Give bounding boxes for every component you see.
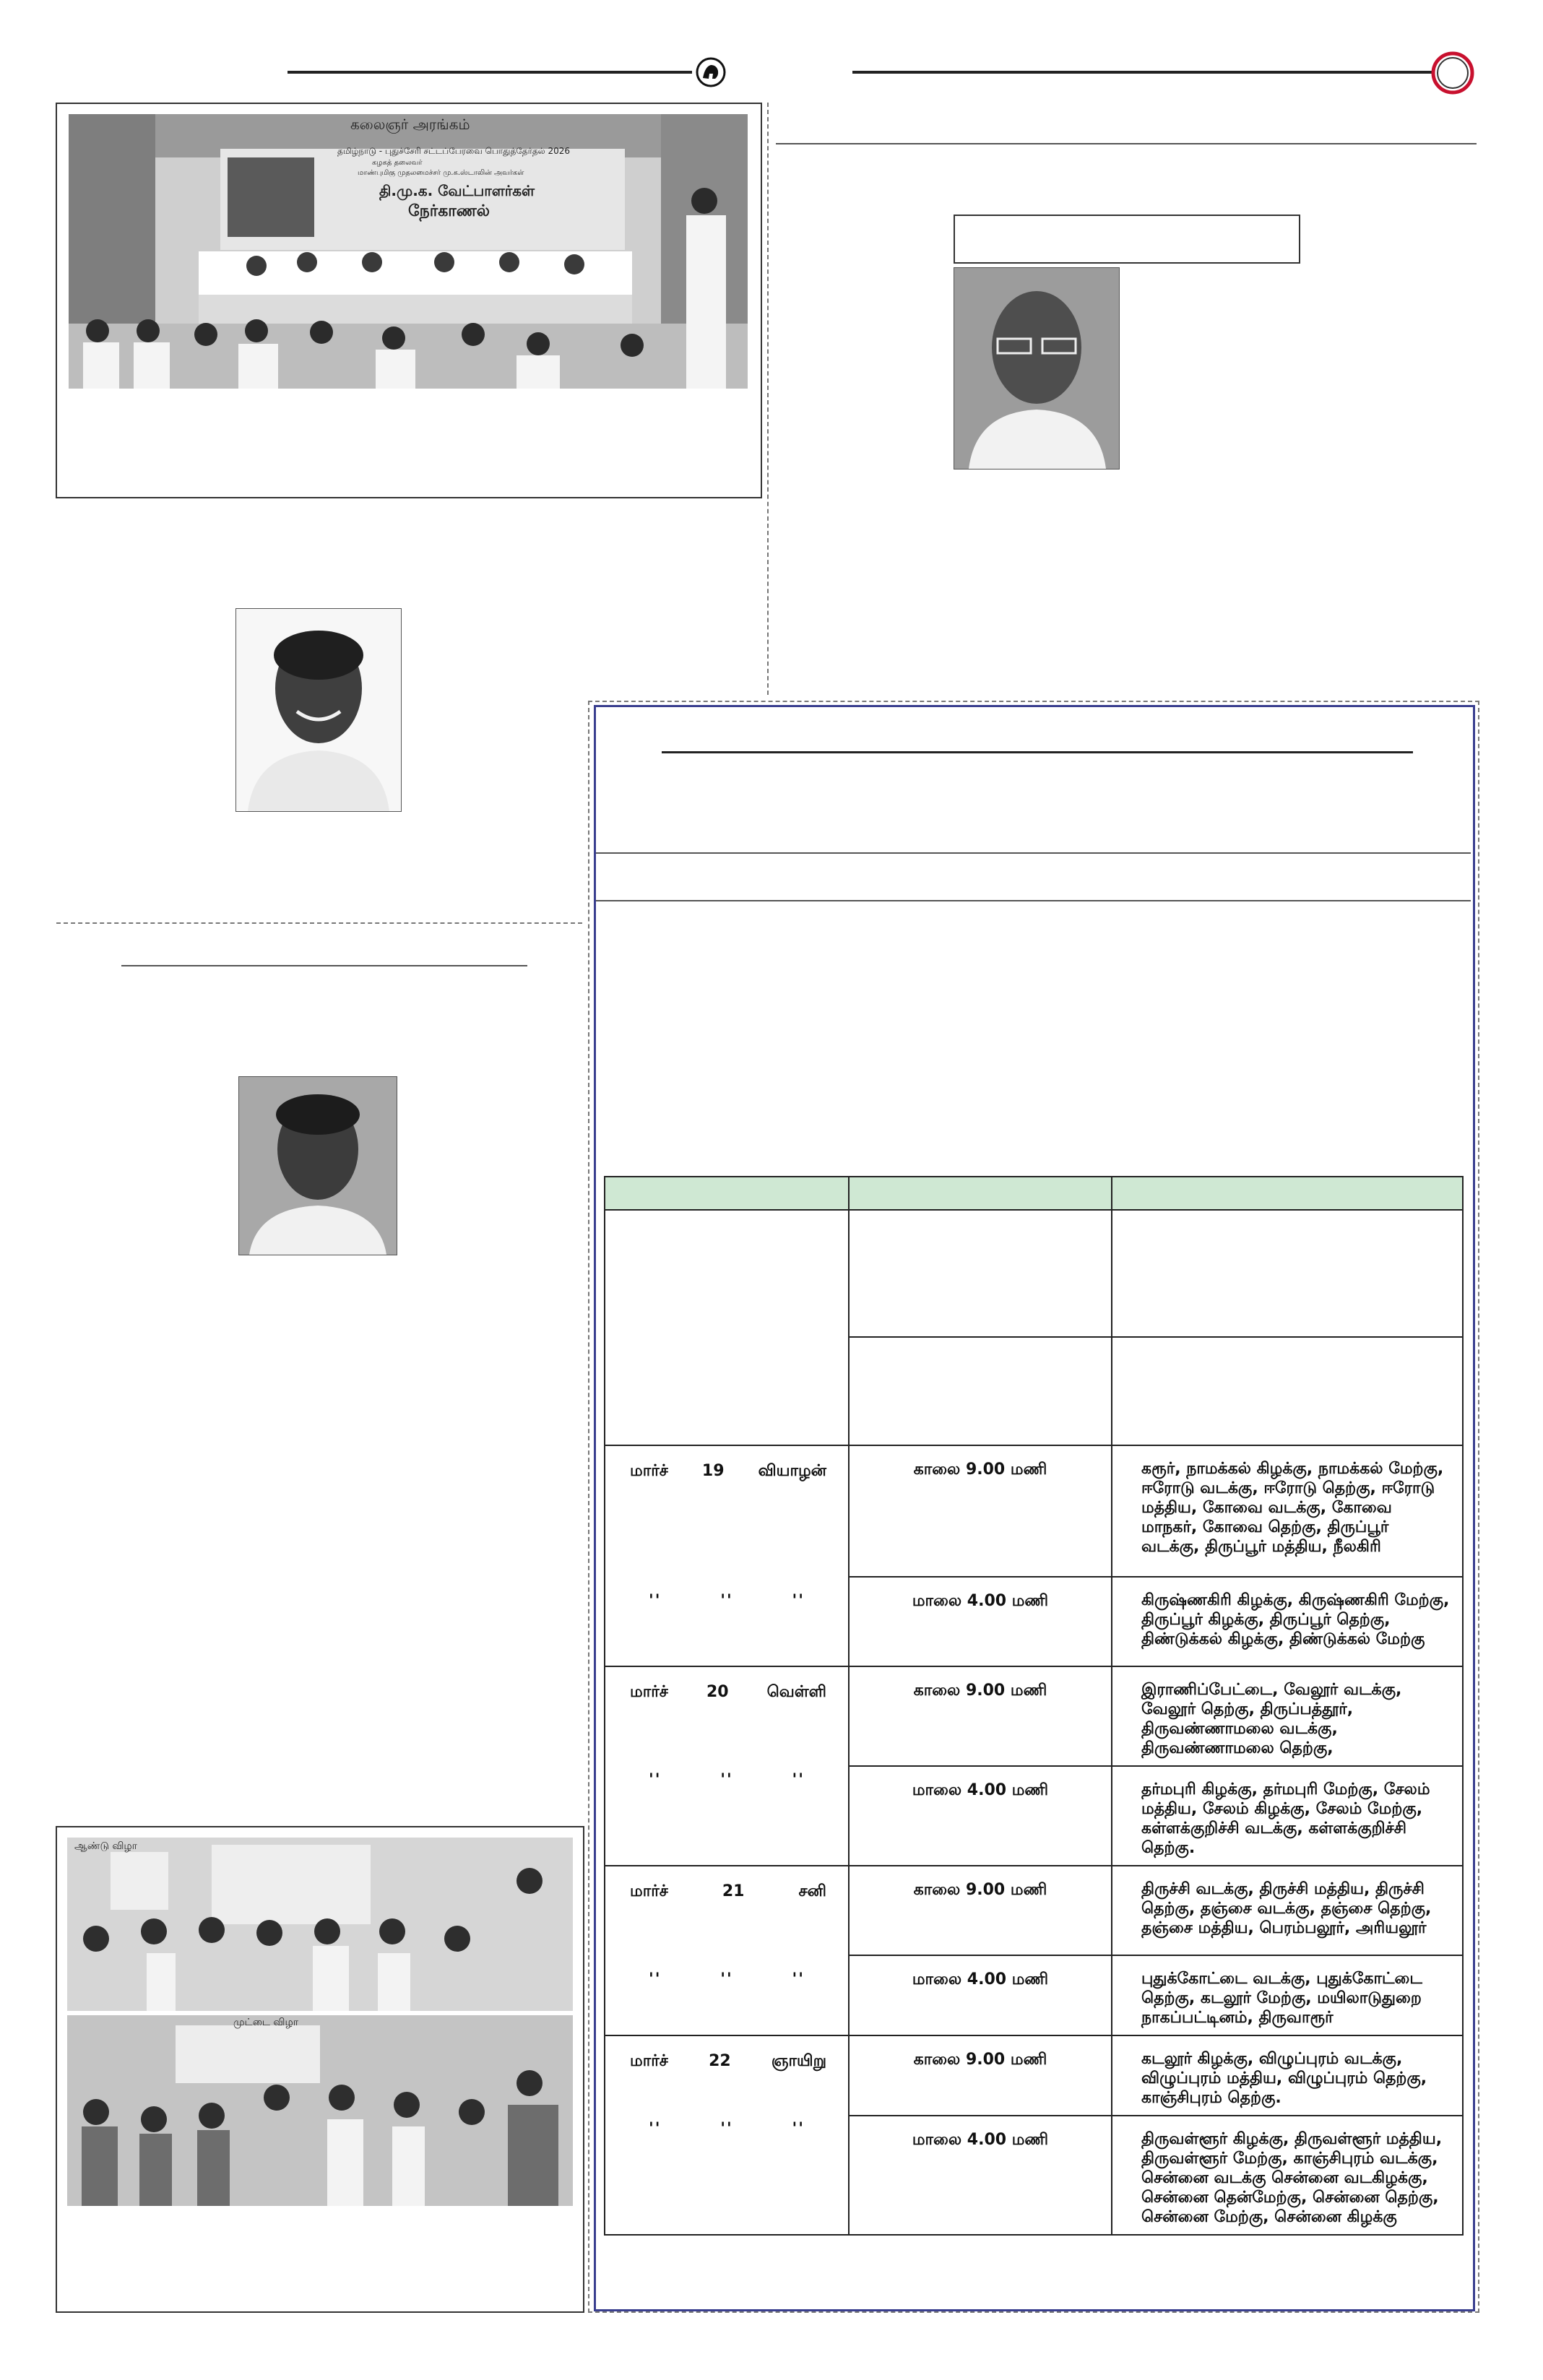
interview-event-photo — [69, 114, 748, 389]
table-row — [605, 1666, 1463, 1766]
month-label: மார்ச் — [630, 2052, 668, 2070]
banner-title-2: நேர்காணல் — [408, 202, 490, 220]
ditto-mark: '' — [792, 1771, 805, 1789]
ditto-mark: '' — [649, 2120, 662, 2138]
ditto-mark: '' — [649, 1771, 662, 1789]
community-event-photo — [67, 1838, 573, 2206]
month-label: மார்ச் — [630, 1462, 668, 1480]
circle-emblem-icon — [1430, 51, 1475, 95]
event-banner-text: ஆண்டு விழா — [74, 1840, 137, 1852]
banner-line-3: மாண்புமிகு முதலமைச்சர் மு.க.ஸ்டாலின் அவர்கள் — [358, 169, 524, 177]
table-row-blank — [605, 1210, 1463, 1337]
ditto-mark: '' — [720, 1970, 733, 1989]
right-column-rule — [776, 143, 1477, 144]
blank-time-cell — [849, 1210, 1112, 1337]
table-row — [605, 2035, 1463, 2116]
places-cell — [1112, 1577, 1463, 1666]
ditto-mark: '' — [792, 1592, 805, 1610]
date-cell — [605, 1666, 849, 1866]
time-cell — [849, 1955, 1112, 2035]
time-cell — [849, 1577, 1112, 1666]
places-cell — [1112, 1955, 1463, 2035]
date-cell — [605, 2035, 849, 2235]
places-cell — [1112, 2116, 1463, 2235]
date-cell — [605, 1866, 849, 2035]
time-cell — [849, 2116, 1112, 2235]
weekday-label: வெள்ளி — [766, 1683, 826, 1701]
places-text: திருச்சி வடக்கு, திருச்சி மத்திய, திருச்சி தெற்கு, தஞ்சை வடக்கு, தஞ்சை தெற்கு, தஞ்சை மத்திய, பெரம்பலூர், அரியலூர் — [1141, 1880, 1432, 1937]
blank-time-cell-2 — [849, 1337, 1112, 1445]
blank-places-cell — [1112, 1210, 1463, 1337]
places-text: கரூர், நாமக்கல் கிழக்கு, நாமக்கல் மேற்கு, ஈரோடு வடக்கு, ஈரோடு தெற்கு, ஈரோடு மத்திய, கோவை வடக்கு, கோவை மாநகர், கோவை தெற்கு, திருப்பூர் வடக்கு, திருப்பூர் மத்திய, நீலகிரி — [1141, 1460, 1444, 1556]
ditto-mark: '' — [720, 2120, 733, 2138]
weekday-label: சனி — [798, 1882, 826, 1900]
header-rule-right — [852, 71, 1434, 74]
announcement-divider-2 — [596, 900, 1471, 901]
blank-places-cell-2 — [1112, 1337, 1463, 1445]
portrait-photo-young — [238, 1076, 397, 1255]
banner-subtitle: தமிழ்நாடு - புதுச்சேரி சட்டப்பேரவை பொதுத்தேர்தல் 2026 — [337, 146, 570, 156]
time-cell — [849, 1445, 1112, 1577]
candidate-interview-schedule-table — [604, 1176, 1464, 2236]
event-banner-text-2: முட்டை விழா — [233, 2017, 299, 2028]
table-row — [605, 1866, 1463, 1955]
header-rule-left — [288, 71, 692, 74]
ditto-mark: '' — [649, 1592, 662, 1610]
time-cell — [849, 1866, 1112, 1955]
blank-date-cell — [605, 1210, 849, 1445]
left-column-divider — [56, 922, 582, 924]
places-text: கடலூர் கிழக்கு, விழுப்புரம் வடக்கு, விழுப்புரம் மத்திய, விழுப்புரம் தெற்கு, காஞ்சிபுரம் தெற்கு. — [1141, 2050, 1427, 2107]
table-header-row — [605, 1177, 1463, 1210]
weekday-label: வியாழன் — [758, 1462, 826, 1480]
places-text: தர்மபுரி கிழக்கு, தர்மபுரி மேற்கு, சேலம் மத்திய, சேலம் கிழக்கு, சேலம் மேற்கு, கள்ளக்குறிச்சி வடக்கு, கள்ளக்குறிச்சி தெற்கு. — [1141, 1780, 1430, 1857]
places-cell — [1112, 1766, 1463, 1866]
portrait-photo-elder — [954, 267, 1120, 469]
month-label: மார்ச் — [630, 1882, 668, 1900]
time-label: காலை 9.00 மணி — [913, 1682, 1047, 1700]
time-cell — [849, 2035, 1112, 2116]
day-label: 22 — [709, 2052, 731, 2070]
time-label: மாலை 4.00 மணி — [912, 1781, 1049, 1799]
header-cell-time — [849, 1177, 1112, 1210]
column-divider-top — [767, 103, 769, 695]
time-label: காலை 9.00 மணி — [913, 1461, 1047, 1479]
day-label: 19 — [701, 1462, 725, 1480]
time-label: காலை 9.00 மணி — [913, 2051, 1047, 2069]
ditto-mark: '' — [792, 2120, 805, 2138]
banner-title: தி.மு.க. வேட்பாளர்கள் — [379, 182, 535, 199]
month-label: மார்ச் — [630, 1683, 668, 1701]
day-label: 21 — [722, 1882, 745, 1900]
announcement-title-rule — [662, 751, 1413, 753]
places-text: இராணிப்பேட்டை, வேலூர் வடக்கு, வேலூர் தெற்கு, திருப்பத்தூர், திருவண்ணாமலை வடக்கு, திருவண்ணாமலை தெற்கு, — [1141, 1681, 1402, 1757]
time-label: காலை 9.00 மணி — [913, 1881, 1047, 1899]
hall-name-text: கலைஞர் அரங்கம் — [350, 116, 470, 133]
places-cell — [1112, 1445, 1463, 1577]
ditto-mark: '' — [792, 1970, 805, 1989]
places-cell — [1112, 2035, 1463, 2116]
table-row — [605, 1445, 1463, 1577]
header-cell-date — [605, 1177, 849, 1210]
ditto-mark: '' — [649, 1970, 662, 1989]
banner-line-2: கழகத் தலைவர் — [372, 159, 423, 167]
time-label: மாலை 4.00 மணி — [912, 1970, 1049, 1989]
announcement-divider-1 — [596, 852, 1471, 854]
left-section-rule — [121, 965, 527, 966]
time-label: மாலை 4.00 மணி — [912, 2131, 1049, 2149]
header-cell-districts — [1112, 1177, 1463, 1210]
party-emblem-icon — [695, 56, 727, 88]
places-cell — [1112, 1866, 1463, 1955]
day-label: 20 — [706, 1683, 729, 1701]
places-text: திருவள்ளூர் கிழக்கு, திருவள்ளூர் மத்திய, திருவள்ளூர் மேற்கு, காஞ்சிபுரம் வடக்கு, சென்னை வடக்கு சென்னை வடகிழக்கு, சென்னை தென்மேற்கு, சென்னை தெற்கு, சென்னை மேற்கு, சென்னை கிழக்கு — [1141, 2130, 1443, 2226]
portrait-photo-smiling — [235, 608, 402, 812]
places-cell — [1112, 1666, 1463, 1766]
ditto-mark: '' — [720, 1771, 733, 1789]
portrait-caption-box — [954, 215, 1300, 264]
ditto-mark: '' — [720, 1592, 733, 1610]
time-cell — [849, 1666, 1112, 1766]
time-label: மாலை 4.00 மணி — [912, 1592, 1049, 1610]
places-text: கிருஷ்ணகிரி கிழக்கு, கிருஷ்ணகிரி மேற்கு, திருப்பூர் கிழக்கு, திருப்பூர் தெற்கு, திண்டுக்கல் கிழக்கு, திண்டுக்கல் மேற்கு — [1141, 1591, 1450, 1648]
time-cell — [849, 1766, 1112, 1866]
top-left-article-box — [56, 103, 762, 498]
date-cell — [605, 1445, 849, 1666]
places-text: புதுக்கோட்டை வடக்கு, புதுக்கோட்டை தெற்கு, கடலூர் மேற்கு, மயிலாடுதுறை நாகப்பட்டினம், திருவாரூர் — [1141, 1970, 1422, 2027]
weekday-label: ஞாயிறு — [771, 2052, 826, 2070]
bottom-left-article-box — [56, 1826, 584, 2313]
